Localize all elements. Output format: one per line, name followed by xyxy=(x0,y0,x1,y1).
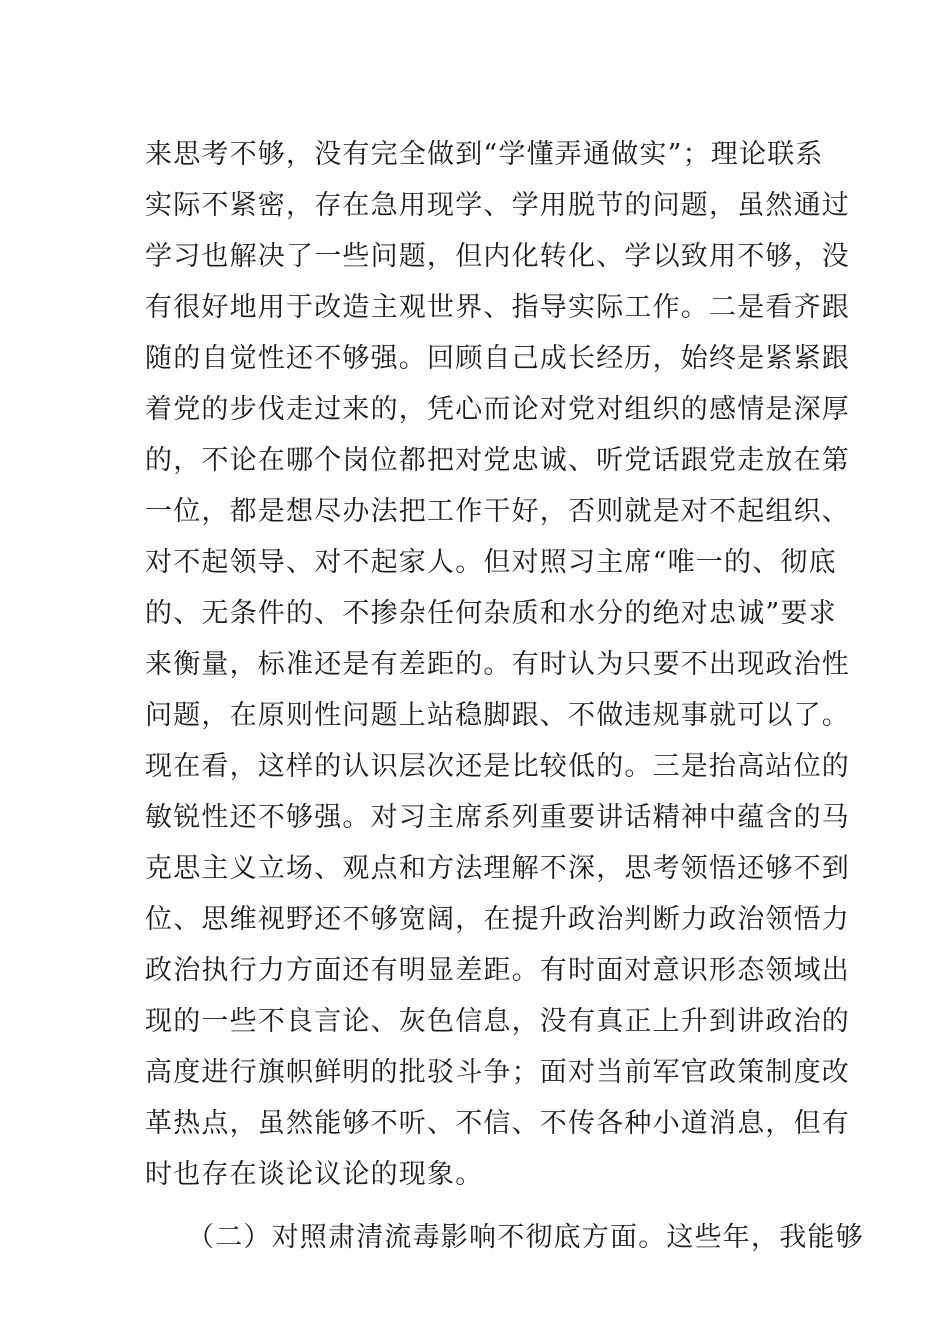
text-line: 现的一些不良言论、灰色信息，没有真正上升到讲政治的 xyxy=(145,1006,850,1037)
paragraph-1 xyxy=(145,129,850,1200)
text-line: 随的自觉性还不够强。回顾自己成长经历，始终是紧紧跟 xyxy=(145,343,850,374)
text-line: 的、无条件的、不掺杂任何杂质和水分的绝对忠诚”要求 xyxy=(145,598,837,629)
text-line: 高度进行旗帜鲜明的批驳斗争；面对当前军官政策制度改 xyxy=(145,1057,850,1088)
text-line: 政治执行力方面还有明显差距。有时面对意识形态领域出 xyxy=(145,955,850,986)
text-line: （二）对照肃清流毒影响不彻底方面。这些年，我能够 xyxy=(187,1222,864,1253)
text-line: 问题，在原则性问题上站稳脚跟、不做违规事就可以了。 xyxy=(145,700,850,731)
text-line: 革热点，虽然能够不听、不信、不传各种小道消息，但有 xyxy=(145,1108,850,1139)
paragraph-gap xyxy=(145,1200,815,1212)
text-line: 的，不论在哪个岗位都把对党忠诚、听党话跟党走放在第 xyxy=(145,445,850,476)
text-line: 敏锐性还不够强。对习主席系列重要讲话精神中蕴含的马 xyxy=(145,802,850,833)
text-line: 实际不紧密，存在急用现学、学用脱节的问题，虽然通过 xyxy=(145,190,850,221)
text-line: 克思主义立场、观点和方法理解不深，思考领悟还够不到 xyxy=(145,853,850,884)
text-line: 有很好地用于改造主观世界、指导实际工作。二是看齐跟 xyxy=(145,292,850,323)
document-body xyxy=(145,129,864,1263)
text-line: 来衡量，标准还是有差距的。有时认为只要不出现政治性 xyxy=(145,649,850,680)
text-line: 学习也解决了一些问题，但内化转化、学以致用不够，没 xyxy=(145,241,850,272)
text-line: 着党的步伐走过来的，凭心而论对党对组织的感情是深厚 xyxy=(145,394,850,425)
paragraph-2 xyxy=(145,1212,864,1263)
text-line: 一位，都是想尽办法把工作干好，否则就是对不起组织、 xyxy=(145,496,850,527)
text-line: 现在看，这样的认识层次还是比较低的。三是抬高站位的 xyxy=(145,751,850,782)
text-line: 来思考不够，没有完全做到“学懂弄通做实”；理论联系 xyxy=(145,139,824,170)
text-line: 时也存在谈论议论的现象。 xyxy=(145,1159,484,1190)
text-line: 对不起领导、对不起家人。但对照习主席“唯一的、彻底 xyxy=(145,547,837,578)
text-line: 位、思维视野还不够宽阔，在提升政治判断力政治领悟力 xyxy=(145,904,850,935)
